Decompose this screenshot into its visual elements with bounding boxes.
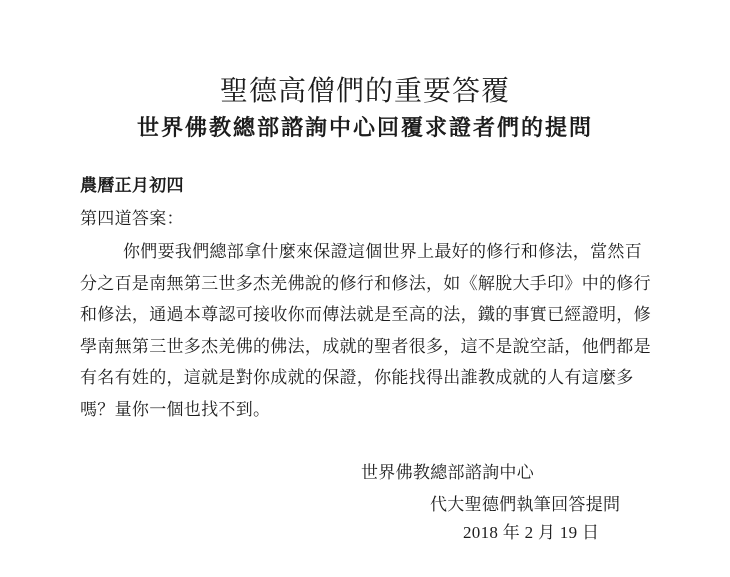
paragraph-line: 和修法，通過本尊認可接收你而傳法就是至高的法，鐵的事實已經證明，修 <box>80 305 651 324</box>
signature-written-by: 代大聖德們執筆回答提問 <box>430 495 621 514</box>
signature-date: 2018 年 2 月 19 日 <box>463 523 600 542</box>
document-subtitle: 世界佛教總部諮詢中心回覆求證者們的提問 <box>136 115 593 140</box>
paragraph-line: 學南無第三世多杰羌佛的佛法，成就的聖者很多，這不是說空話，他們都是 <box>80 336 651 356</box>
paragraph-line: 有名有姓的，這就是對你成就的保證，你能找得出誰教成就的人有這麼多 <box>80 368 634 387</box>
paragraph-line: 你們要我們總部拿什麼來保證這個世界上最好的修行和修法，當然百 <box>123 242 642 261</box>
paragraph-line: 嗎？量你一個也找不到。 <box>80 399 271 419</box>
answer-body-paragraph <box>80 236 658 425</box>
answer-number-heading: 第四道答案： <box>80 209 184 228</box>
document-title: 聖德高僧們的重要答覆 <box>219 76 510 107</box>
signature-organization: 世界佛教總部諮詢中心 <box>361 463 534 482</box>
lunar-date-heading: 農曆正月初四 <box>80 176 184 195</box>
paragraph-line: 分之百是南無第三世多杰羌佛說的修行和修法，如《解脫大手印》中的修行 <box>80 273 651 293</box>
